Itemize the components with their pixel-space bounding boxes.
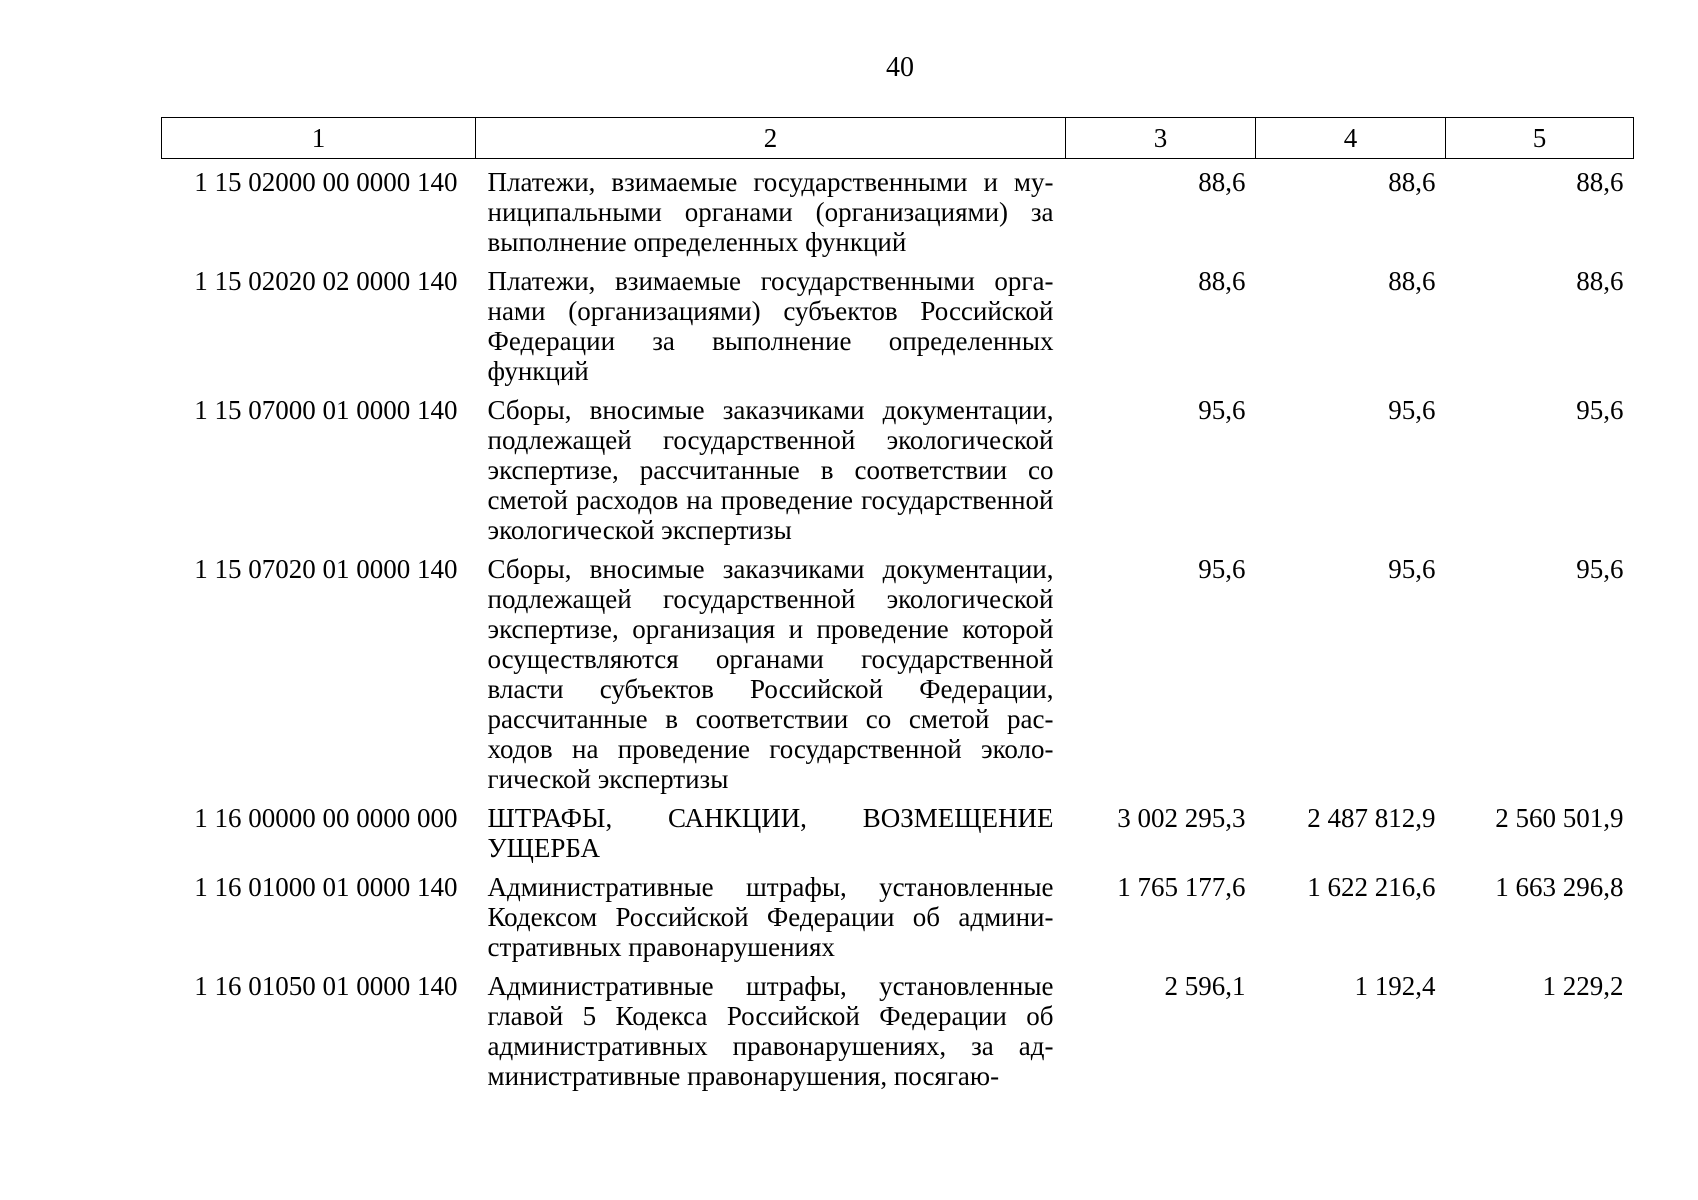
row-code: 1 15 07000 01 0000 140 [194,395,458,425]
table-row [162,258,1634,387]
row-code: 1 15 02020 02 0000 140 [194,266,458,296]
table-row [162,387,1634,546]
row-value-col4: 95,6 [1388,554,1436,584]
budget-table [161,117,1634,1092]
table-row [162,795,1634,864]
row-name: Сборы, вносимые заказчиками документации, подлежащей государственной экологической экспертизе, рассчитанные в соответствии со сметой расходов на проведение государственной экологической экспертизы [487,395,1054,545]
row-name: Административные штрафы, установленные Кодексом Российской Федерации об административных правонарушениях [487,872,1054,962]
header-row [162,118,1634,159]
header-col-5: 5 [1446,118,1634,159]
table-row [162,546,1634,795]
row-value-col5: 88,6 [1576,266,1624,296]
row-name: Платежи, взимаемые государственными и муниципальными органами (организациями) за выполнение определенных функций [487,167,1054,257]
header-col-2: 2 [476,118,1066,159]
row-value-col4: 95,6 [1388,395,1436,425]
row-value-col3: 95,6 [1198,554,1246,584]
row-value-col4: 1 192,4 [1354,971,1436,1001]
row-code: 1 15 02000 00 0000 140 [194,167,458,197]
row-value-col3: 88,6 [1198,266,1246,296]
row-value-col4: 2 487 812,9 [1307,803,1436,833]
row-name: Платежи, взимаемые государственными органами (организациями) субъектов Российской Федерации за выполнение определенных функций [487,266,1054,386]
row-code: 1 16 01050 01 0000 140 [194,971,458,1001]
row-code: 1 16 00000 00 0000 000 [194,803,458,833]
header-col-3: 3 [1066,118,1256,159]
row-value-col3: 95,6 [1198,395,1246,425]
header-col-4: 4 [1256,118,1446,159]
row-value-col3: 1 765 177,6 [1117,872,1246,902]
row-value-col5: 2 560 501,9 [1495,803,1624,833]
table-row [162,864,1634,963]
row-value-col5: 88,6 [1576,167,1624,197]
row-code: 1 15 07020 01 0000 140 [194,554,458,584]
table-row [162,159,1634,259]
row-value-col3: 2 596,1 [1164,971,1246,1001]
row-value-col3: 3 002 295,3 [1117,803,1246,833]
row-value-col5: 95,6 [1576,554,1624,584]
row-name: Административные штрафы, установленные главой 5 Кодекса Российской Федерации об административных правонарушениях, за административные правонарушения, посягаю- [487,971,1054,1091]
table-header [162,118,1634,159]
header-col-1: 1 [162,118,476,159]
row-value-col5: 1 663 296,8 [1495,872,1624,902]
table-body [162,159,1634,1093]
row-value-col3: 88,6 [1198,167,1246,197]
row-value-col4: 88,6 [1388,167,1436,197]
row-value-col4: 1 622 216,6 [1307,872,1436,902]
row-value-col5: 95,6 [1576,395,1624,425]
row-name: Сборы, вносимые заказчиками документации, подлежащей государственной экологической экспертизе, организация и проведение которой осуществляются органами государственной власти субъектов Российской Федерации, рассчитанные в соответствии со сметой расходов на проведение государственной экологической экспертизы [487,554,1054,794]
row-value-col4: 88,6 [1388,266,1436,296]
table-row [162,963,1634,1092]
page-number: 40 [886,52,914,83]
row-name: ШТРАФЫ, САНКЦИИ, ВОЗМЕЩЕНИЕ УЩЕРБА [487,803,1054,863]
row-code: 1 16 01000 01 0000 140 [194,872,458,902]
row-value-col5: 1 229,2 [1542,971,1624,1001]
